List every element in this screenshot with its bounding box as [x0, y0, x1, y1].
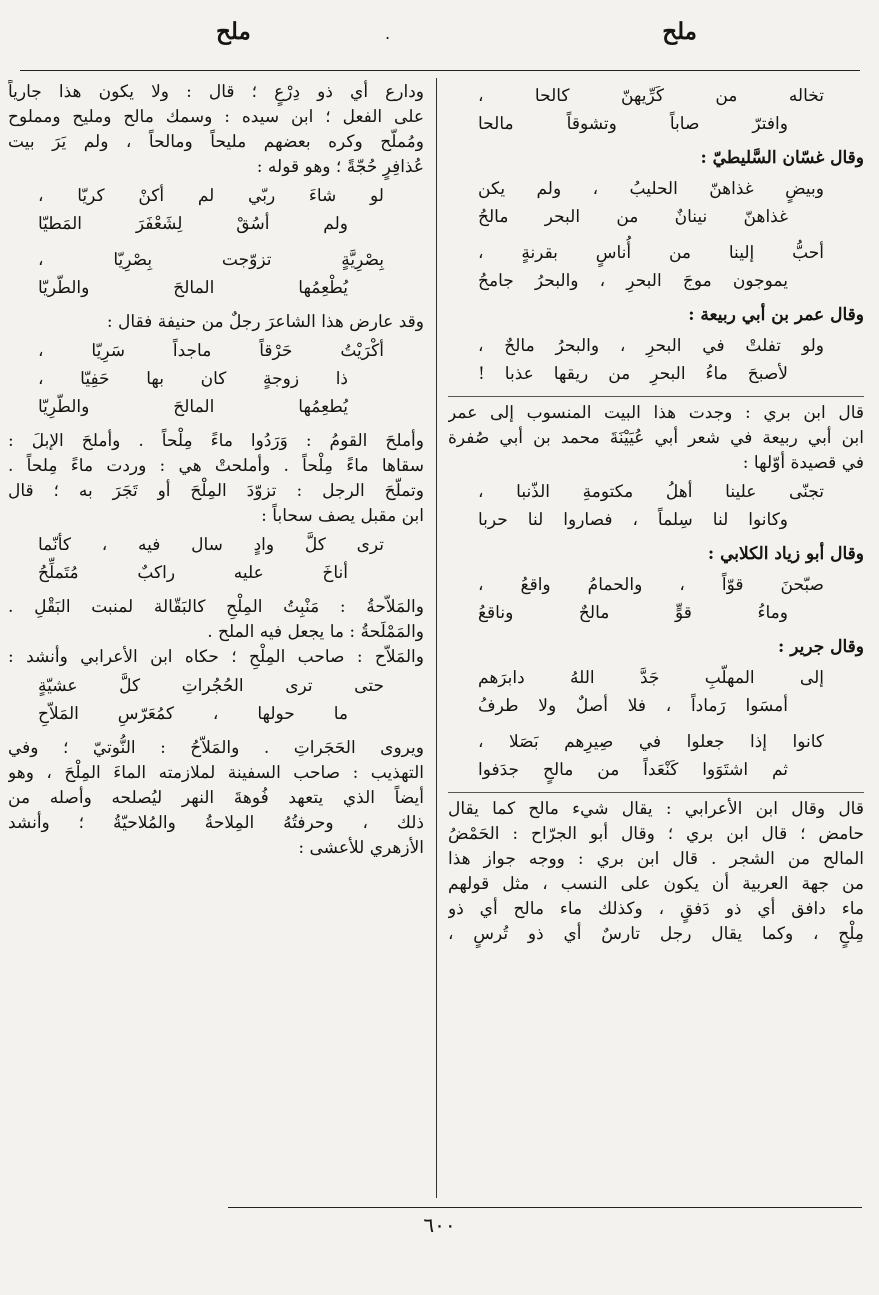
text-line: ابن أبي ربيعة في شعر أبي عُيَيْنَةَ محمد بن أبي صُفرة	[448, 428, 864, 448]
text-line: وأملحَ القومُ : وَرَدُوا ماءً مِلْحاً . وأملحَ الإبلَ :	[8, 431, 424, 451]
page-number: ٦٠٠	[423, 1213, 456, 1237]
text-line: من جهة العربية أن يكون على النسب ، مثل قولهم	[448, 874, 864, 894]
section-rule	[448, 792, 864, 793]
text-line: والمَمْلَحةُ : ما يجعل فيه الملح .	[207, 622, 424, 642]
verse-line: يموجون موجَ البحرِ ، والبحرُ جامحُ	[478, 271, 788, 291]
verse-line: لأصبحَ ماءُ البحرِ من ريقها عذبا !	[478, 364, 788, 384]
verse-line: تخاله من كَرِّيهنّ كالحا ،	[478, 86, 824, 106]
text-line: والمَلاّحةُ : مَنْبِتُ المِلْحِ كالبَقّالة لمنبت البَقْلِ .	[8, 597, 424, 617]
verse	[448, 664, 864, 720]
verse-line: كانوا إذا جعلوا في صِيرِهم بَصَلا ،	[478, 732, 824, 752]
verse	[448, 82, 864, 138]
verse-line: حتى ترى الحُجُراتِ كلَّ عشيّةٍ	[38, 676, 384, 696]
text-line: ودارع أي ذو دِرْعٍ ؛ قال : ولا يكون هذا جارياً	[8, 82, 424, 102]
verse-line: ولم أسُقْ لِشَعْفَرَ المَطيّا	[38, 214, 348, 234]
verse	[8, 337, 424, 421]
text-line: ابن مقبل يصف سحاباً :	[261, 506, 424, 526]
verse-line: يُطْعِمُها المالحَ والطّريّا	[38, 278, 348, 298]
verse-line: وماءُ قوٍّ مالحٌ وناقعُ	[478, 603, 788, 623]
bottom-rule	[228, 1207, 862, 1208]
verse-line: بِصْرِيَّةٍ تزوّجت بِصْرِيّا ،	[38, 250, 384, 270]
verse	[448, 175, 864, 231]
verse-line: غذاهنّ نينانٌ من البحر مالحُ	[478, 207, 788, 227]
text-line: ويروى الحَجَراتِ . والمَلاّحُ : النُّوتيّ ؛ وفي	[8, 738, 424, 758]
verse-line: ولو تفلتْ في البحرِ ، والبحرُ مالحٌ ،	[478, 336, 824, 356]
text-line: سقاها ماءً مِلْحاً . وأملحتْ هي : وردت ماءً مِلحاً .	[8, 456, 424, 476]
paragraph	[448, 797, 864, 947]
verse-line: تجنّى علينا أهلُ مكتومةِ الذّنبا ،	[478, 482, 824, 502]
page-header	[0, 0, 879, 72]
verse	[448, 332, 864, 388]
left-column	[8, 80, 424, 1205]
verse-line: وكانوا لنا سِلماً ، فصاروا لنا حربا	[478, 510, 788, 530]
verse-line: لو شاءَ ربّي لم أكنْ كريّا ،	[38, 186, 384, 206]
text-line: الأزهري للأعشى :	[298, 838, 424, 858]
paragraph	[8, 736, 424, 861]
text-line: والمَلاّح : صاحب المِلْحِ ؛ حكاه ابن الأعرابي وأنشد :	[8, 647, 424, 667]
text-line: مِلْحٍ ، وكما يقال رجل تارسٌ أي ذو تُرسٍ ،	[448, 924, 864, 944]
header-dot: .	[385, 24, 391, 43]
column-divider	[436, 78, 437, 1198]
verse	[8, 672, 424, 728]
text-line: ماء دافق أي ذو دَفقٍ ، وكذلك ماء مالح أي ذو	[448, 899, 864, 919]
verse	[448, 478, 864, 534]
quote-intro: وقال غسّان السَّليطيّ :	[700, 148, 864, 168]
quote-intro: وقال عمر بن أبي ربيعة :	[688, 305, 864, 325]
verse-line: يُطعِمُها المالحَ والطّرِيّا	[38, 397, 348, 417]
text-line: أيضاً الذي يتعهد فُوهةَ النهر ليُصلحه وأصله من	[8, 788, 424, 808]
text-line: حامض ؛ قال ابن بري ؛ وقال أبو الجرّاح : الحَمْضُ	[448, 824, 864, 844]
quote-intro: وقال أبو زياد الكلابي :	[707, 544, 864, 564]
text-line: على الفعل ؛ ابن سيده : وسمك مالح ومليح ومملوح	[8, 107, 424, 127]
verse-line: صبّحنَ قوّاً ، والحمامُ واقعُ ،	[478, 575, 824, 595]
verse-line: ذا زوجةٍ كان بها حَفِيّا ،	[38, 369, 348, 389]
verse-line: وبيضٍ غذاهنّ الحليبُ ، ولم يكن	[478, 179, 824, 199]
verse	[8, 182, 424, 238]
verse-line: وافترّ صاباً وتشوقاً مالحا	[478, 114, 788, 134]
header-entry-word-left: ملح	[216, 18, 251, 45]
text-line: ذلك ، وحرفتُهُ المِلاحةُ والمُلاحيّةُ ؛ وأنشد	[8, 813, 424, 833]
header-entry-word-right: ملح	[662, 18, 697, 45]
verse	[448, 728, 864, 784]
verse-line: أمسَوا رَماداً ، فلا أصلٌ ولا طرفُ	[478, 696, 788, 716]
section-rule	[448, 396, 864, 397]
verse-line: ثم اشتَوَوا كَنْعَداً من مالحٍ جدَفوا	[478, 760, 788, 780]
text-line: قال ابن بري : وجدت هذا البيت المنسوب إلى عمر	[448, 403, 864, 423]
verse	[448, 239, 864, 295]
top-rule	[20, 70, 860, 71]
right-column	[448, 80, 864, 1205]
quote-intro: وقال جرير :	[778, 637, 864, 657]
text-line: قال وقال ابن الأعرابي : يقال شيء مالح كما يقال	[448, 799, 864, 819]
verse-line: أحبُّ إلينا من أُناسٍ بقرنةٍ ،	[478, 243, 824, 263]
text-line: التهذيب : صاحب السفينة لملازمته الماءَ المِلْحَ ، وهو	[8, 763, 424, 783]
text-line: وقد عارض هذا الشاعرَ رجلٌ من حنيفة فقال :	[106, 312, 424, 332]
verse-line: أناخَ عليه راكبٌ مُتَملِّحُ	[38, 563, 348, 583]
verse	[8, 246, 424, 302]
verse	[448, 571, 864, 627]
verse-line: ترى كلَّ وادٍ سال فيه ، كأنّما	[38, 535, 384, 555]
text-line: وتملّحَ الرجل : تزوّدَ المِلْحَ أو تَجَرَ به ؛ قال	[8, 481, 424, 501]
verse-line: ما حولها ، كمُعَرّسِ المَلاّحِ	[38, 704, 348, 724]
text-line: عُذافِرٍ حُجّةً ؛ وهو قوله :	[256, 157, 424, 177]
paragraph	[8, 310, 424, 335]
verse	[8, 531, 424, 587]
text-line: ومُملّح وكره بعضهم مليحاً ومالحاً ، ولم يَرَ بيت	[8, 132, 424, 152]
verse-line: أكْرَيْتُ حَرْقاً ماجداً سَرِيّا ،	[38, 341, 384, 361]
text-line: في قصيدة أوّلها :	[742, 453, 864, 473]
paragraph	[448, 401, 864, 476]
text-line: المالح من الشجر . قال ابن بري : ووجه جواز هذا	[448, 849, 864, 869]
verse-line: إلى المهلّبِ جَدَّ اللهُ دابرَهم	[478, 668, 824, 688]
paragraph	[8, 595, 424, 670]
paragraph	[8, 80, 424, 180]
paragraph	[8, 429, 424, 529]
